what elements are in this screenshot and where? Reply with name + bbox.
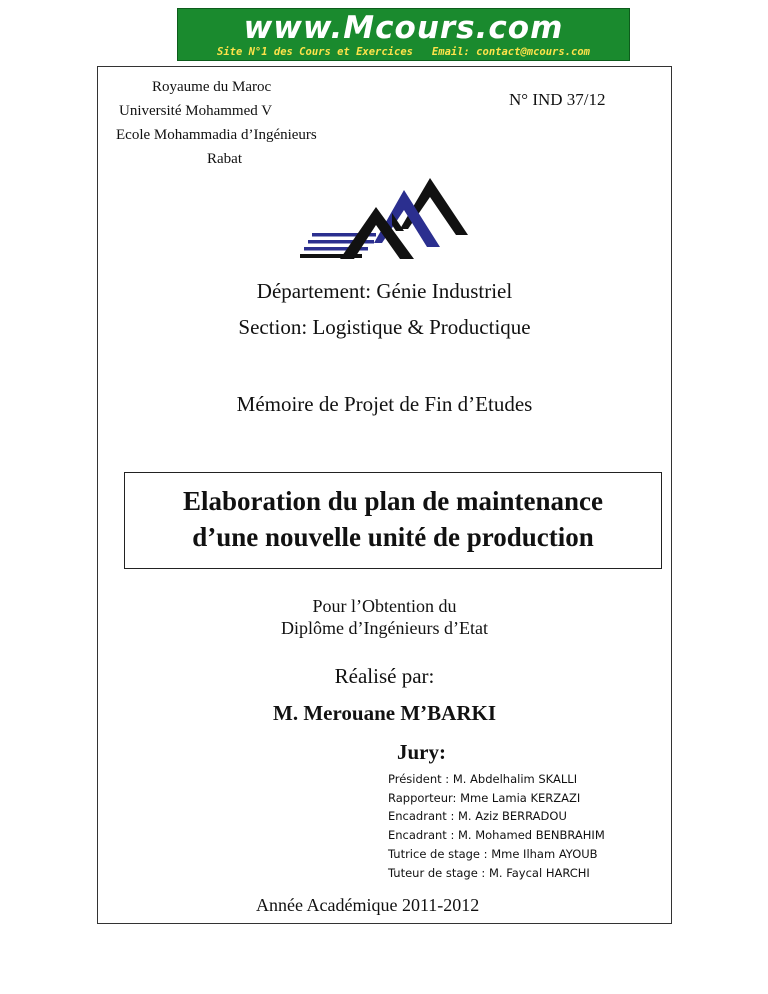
jury-list bbox=[388, 770, 605, 882]
header-country: Royaume du Maroc bbox=[152, 79, 272, 95]
thesis-title-box bbox=[124, 472, 662, 569]
jury-heading: Jury: bbox=[397, 740, 446, 764]
department: Département: Génie Industriel bbox=[256, 279, 513, 303]
jury-member: Rapporteur: Mme Lamia KERZAZI bbox=[388, 790, 581, 805]
mcours-banner[interactable] bbox=[177, 8, 630, 61]
jury-member: Tuteur de stage : M. Faycal HARCHI bbox=[388, 865, 590, 880]
banner-site-name: www.Mcours.com bbox=[243, 10, 564, 46]
thesis-title-line2: d’une nouvelle unité de production bbox=[192, 522, 594, 552]
memoire-type: Mémoire de Projet de Fin d’Etudes bbox=[236, 392, 533, 416]
realise-par-label: Réalisé par: bbox=[334, 664, 435, 688]
academic-year: Année Académique 2011-2012 bbox=[256, 895, 480, 915]
obtention-line2: Diplôme d’Ingénieurs d’Etat bbox=[281, 618, 488, 638]
header-city: Rabat bbox=[207, 151, 242, 167]
header-university: Université Mohammed V bbox=[119, 103, 273, 119]
jury-member: Président : M. Abdelhalim SKALLI bbox=[388, 772, 578, 786]
jury-member: Tutrice de stage : Mme Ilham AYOUB bbox=[388, 846, 598, 861]
banner-tagline: Site N°1 des Cours et Exercices Email: contact@mcours.com bbox=[217, 46, 590, 58]
jury-member: Encadrant : M. Mohamed BENBRAHIM bbox=[388, 828, 605, 843]
emi-triangles-logo-icon bbox=[296, 175, 471, 265]
thesis-title-line1: Elaboration du plan de maintenance bbox=[182, 486, 604, 516]
author-name: M. Merouane M’BARKI bbox=[273, 701, 496, 725]
obtention-line1: Pour l’Obtention du bbox=[312, 596, 457, 616]
section: Section: Logistique & Productique bbox=[238, 315, 531, 339]
jury-member: Encadrant : M. Aziz BERRADOU bbox=[388, 809, 567, 824]
document-reference: N° IND 37/12 bbox=[509, 90, 606, 109]
header-school: Ecole Mohammadia d’Ingénieurs bbox=[116, 127, 317, 143]
